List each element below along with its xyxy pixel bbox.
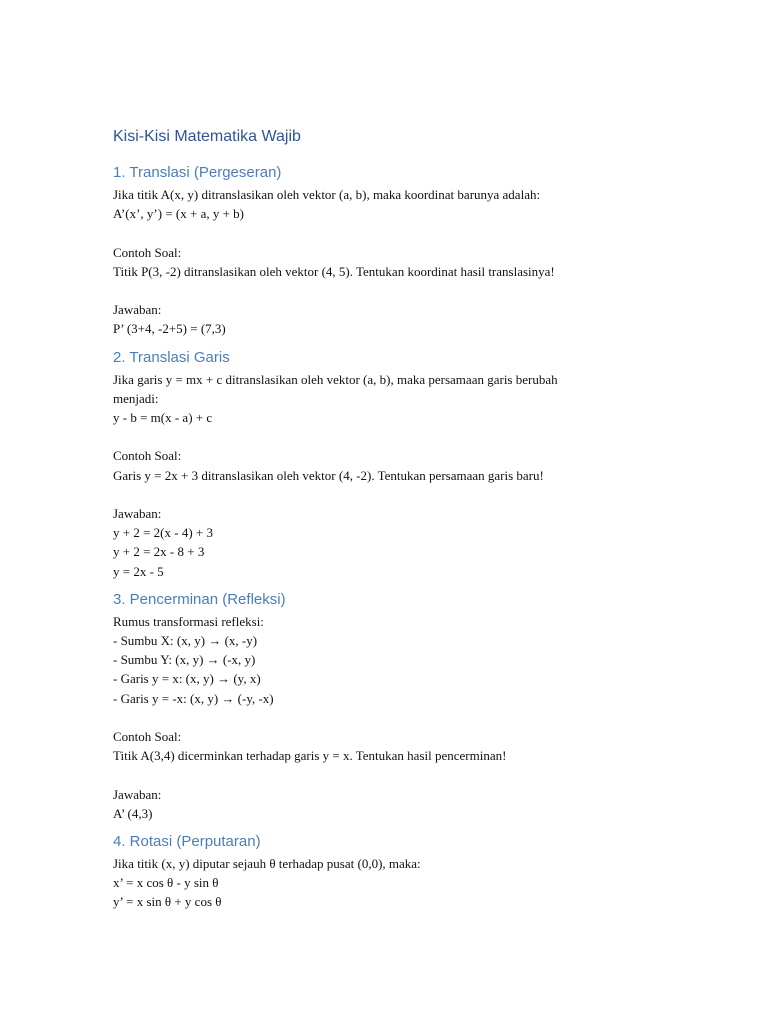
formula-line: y’ = x sin θ + y cos θ [113, 894, 222, 910]
blank-line [113, 427, 673, 446]
formula-line: y - b = m(x - a) + c [113, 410, 213, 425]
example-question: Titik A(3,4) dicerminkan terhadap garis y = x. Tentukan hasil pencerminan! [113, 748, 507, 764]
section-heading: 2. Translasi Garis [113, 348, 230, 366]
answer-label: Jawaban: [113, 302, 162, 318]
rule-line: - Sumbu Y: (x, y) → (-x, y) [113, 652, 256, 668]
rule-line: - Garis y = -x: (x, y) → (-y, -x) [113, 690, 274, 706]
section-translasi-garis [113, 346, 673, 581]
body-line: Jika titik A(x, y) ditranslasikan oleh vektor (a, b), maka koordinat barunya adalah: [113, 187, 541, 202]
body-line: Jika titik (x, y) diputar sejauh θ terhadap pusat (0,0), maka: [113, 856, 421, 871]
blank-line [113, 708, 673, 727]
answer-line: y + 2 = 2(x - 4) + 3 [113, 525, 213, 541]
formula-line: A’(x’, y’) = (x + a, y + b) [113, 206, 245, 222]
body-line: Jika garis y = mx + c ditranslasikan oleh vektor (a, b), maka persamaan garis berubah [113, 371, 558, 387]
rule-line: - Sumbu X: (x, y) → (x, -y) [113, 633, 258, 648]
body-line: menjadi: [113, 390, 159, 406]
section-pencerminan [113, 588, 673, 823]
blank-line [113, 223, 673, 242]
answer-line: A’ (4,3) [113, 805, 153, 821]
example-question: Garis y = 2x + 3 ditranslasikan oleh vektor (4, -2). Tentukan persamaan garis baru! [113, 467, 544, 483]
answer-line: y + 2 = 2x - 8 + 3 [113, 544, 205, 560]
section-heading: 1. Translasi (Pergeseran) [113, 164, 282, 181]
section-translasi [113, 161, 673, 339]
answer-line: P’ (3+4, -2+5) = (7,3) [113, 321, 226, 337]
body-line: Rumus transformasi refleksi: [113, 613, 264, 629]
document-page [113, 124, 673, 912]
answer-label: Jawaban: [113, 505, 162, 521]
example-label: Contoh Soal: [113, 244, 182, 260]
example-label: Contoh Soal: [113, 448, 182, 464]
blank-line [113, 485, 673, 504]
answer-line: y = 2x - 5 [113, 563, 164, 579]
blank-line [113, 281, 673, 300]
example-question: Titik P(3, -2) ditranslasikan oleh vektor (4, 5). Tentukan koordinat hasil translasinya! [113, 263, 555, 279]
section-rotasi [113, 830, 673, 912]
section-heading: 3. Pencerminan (Refleksi) [113, 590, 286, 608]
blank-line [113, 765, 673, 784]
section-heading: 4. Rotasi (Perputaran) [113, 833, 261, 850]
document-title: Kisi-Kisi Matematika Wajib [113, 128, 301, 145]
example-label: Contoh Soal: [113, 729, 182, 744]
formula-line: x’ = x cos θ - y sin θ [113, 875, 219, 891]
answer-label: Jawaban: [113, 786, 162, 802]
rule-line: - Garis y = x: (x, y) → (y, x) [113, 671, 261, 687]
